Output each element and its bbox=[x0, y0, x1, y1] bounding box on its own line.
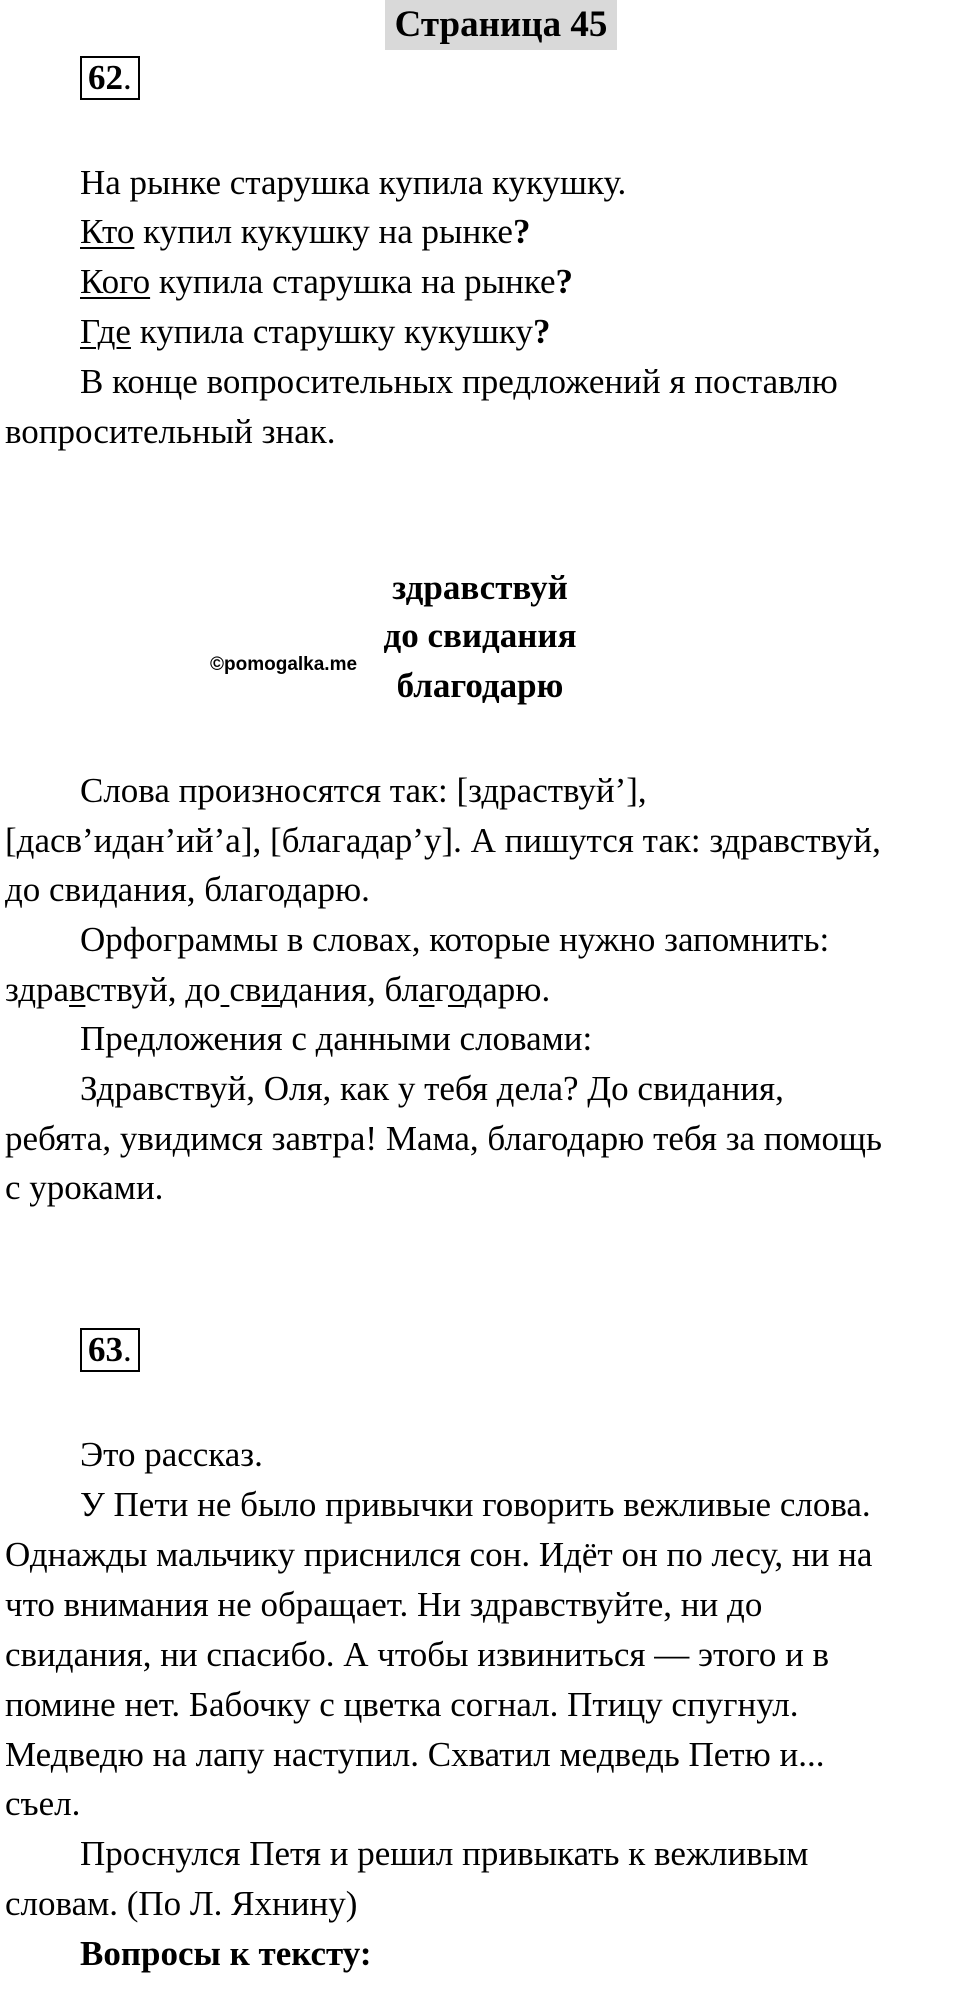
text-line: ребята, увидимся завтра! Мама, благодарю тебя за помощь bbox=[5, 1119, 882, 1158]
question-line-who bbox=[80, 210, 530, 254]
text-line: У Пети не было привычки говорить вежливые слова. bbox=[80, 1485, 871, 1524]
watermark: ©pomogalka.me bbox=[210, 654, 358, 675]
task-number-62 bbox=[80, 56, 140, 100]
orth-letter: и bbox=[261, 970, 281, 1009]
task-number-text: 62 bbox=[88, 58, 123, 97]
task-number-box bbox=[80, 1328, 140, 1372]
orth-letter: а bbox=[418, 970, 435, 1009]
text-line: свидания, ни спасибо. А чтобы извиниться — этого и в bbox=[5, 1635, 830, 1674]
page-title: Страница 45 bbox=[385, 0, 617, 50]
task-number-dot: . bbox=[123, 1330, 132, 1369]
orth-text: дания, бл bbox=[280, 970, 419, 1009]
task-number-63 bbox=[80, 1328, 140, 1372]
text-line: съел. bbox=[5, 1784, 81, 1823]
text-line: Слова произносятся так: [здраствуй’], bbox=[80, 771, 647, 810]
dictionary-word: до свидания bbox=[383, 616, 577, 655]
question-rest: купил кукушку на рынке bbox=[134, 212, 513, 251]
question-mark: ? bbox=[555, 262, 574, 301]
text-line: с уроками. bbox=[5, 1168, 164, 1207]
orth-letter: о bbox=[447, 970, 465, 1009]
text-line: Орфограммы в словах, которые нужно запомнить: bbox=[80, 920, 830, 959]
text-line: что внимания не обращает. Ни здравствуйте, ни до bbox=[5, 1585, 763, 1624]
text-line: Это рассказ. bbox=[80, 1435, 263, 1474]
question-word: Кого bbox=[80, 262, 151, 301]
orth-text: г bbox=[434, 970, 448, 1009]
text-line: В конце вопросительных предложений я поставлю bbox=[80, 362, 838, 401]
orth-letter: в bbox=[69, 970, 86, 1009]
task-number-text: 63 bbox=[88, 1330, 123, 1369]
question-rest: купила старушку кукушку bbox=[130, 312, 533, 351]
text-line: словам. (По Л. Яхнину) bbox=[5, 1884, 358, 1923]
questions-heading: Вопросы к тексту: bbox=[80, 1934, 372, 1973]
text-line: На рынке старушка купила кукушку. bbox=[80, 163, 627, 202]
question-mark: ? bbox=[512, 212, 531, 251]
task-number-box bbox=[80, 56, 140, 100]
text-line: помине нет. Бабочку с цветка согнал. Птицу спугнул. bbox=[5, 1685, 799, 1724]
text-line: Здравствуй, Оля, как у тебя дела? До свидания, bbox=[80, 1069, 784, 1108]
text-line: Медведю на лапу наступил. Схватил медведь Петю и... bbox=[5, 1735, 825, 1774]
text-line: [дасв’идан’ий’а], [благадар’у]. А пишутся так: здравствуй, bbox=[5, 821, 881, 860]
question-word: Где bbox=[80, 312, 131, 351]
dictionary-word: здравствуй bbox=[392, 568, 568, 607]
question-line-where bbox=[80, 310, 550, 354]
question-mark: ? bbox=[532, 312, 551, 351]
text-line: Предложения с данными словами: bbox=[80, 1019, 593, 1058]
task-number-dot: . bbox=[123, 58, 132, 97]
text-line: Однажды мальчику приснился сон. Идёт он по лесу, ни на bbox=[5, 1535, 873, 1574]
orth-text: дарю. bbox=[464, 970, 551, 1009]
orth-text: св bbox=[229, 970, 262, 1009]
question-word: Кто bbox=[80, 212, 135, 251]
question-rest: купила старушка на рынке bbox=[150, 262, 556, 301]
text-line: до свидания, благодарю. bbox=[5, 870, 370, 909]
question-line-whom bbox=[80, 260, 573, 304]
text-line: вопросительный знак. bbox=[5, 412, 336, 451]
dictionary-word: благодарю bbox=[396, 666, 564, 705]
text-line: Проснулся Петя и решил привыкать к вежливым bbox=[80, 1834, 809, 1873]
orthogram-line bbox=[5, 968, 550, 1012]
orth-text: ствуй, до bbox=[85, 970, 221, 1009]
orth-text: здра bbox=[5, 970, 70, 1009]
